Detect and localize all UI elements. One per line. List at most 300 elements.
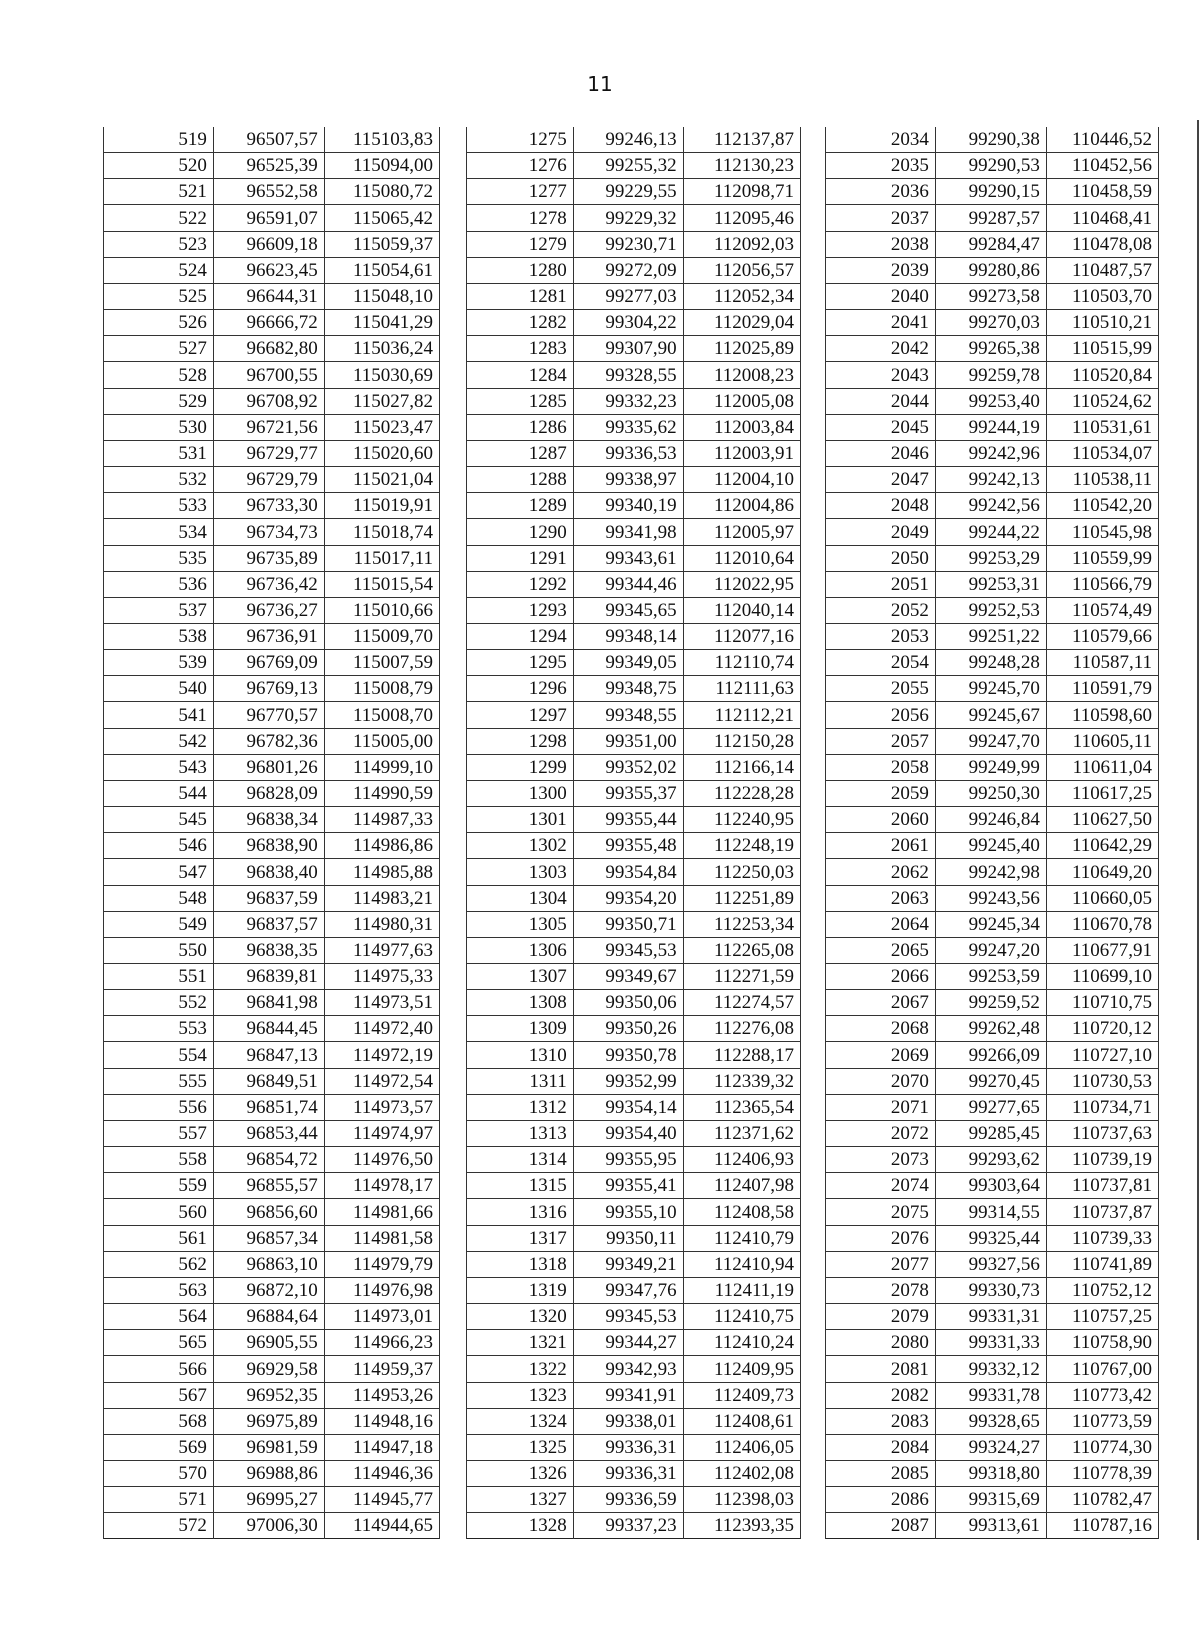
y-coordinate-cell: 110720,12 [1046,1016,1158,1042]
x-coordinate-cell: 99284,47 [935,231,1046,257]
x-coordinate-cell: 99331,31 [935,1304,1046,1330]
table-row [104,1251,440,1277]
y-coordinate-cell: 115103,83 [324,127,439,153]
point-number-cell: 2071 [826,1094,936,1120]
table-row [826,1356,1159,1382]
x-coordinate-cell: 99290,15 [935,179,1046,205]
y-coordinate-cell: 112228,28 [683,780,800,806]
table-row [104,231,440,257]
point-number-cell: 2073 [826,1147,936,1173]
x-coordinate-cell: 99290,38 [935,127,1046,153]
point-number-cell: 2050 [826,545,936,571]
table-row [104,859,440,885]
point-number-cell: 1298 [467,728,574,754]
x-coordinate-cell: 99340,19 [573,493,683,519]
point-number-cell: 561 [104,1225,214,1251]
x-coordinate-cell: 99315,69 [935,1487,1046,1513]
table-row [826,859,1159,885]
x-coordinate-cell: 99272,09 [573,257,683,283]
y-coordinate-cell: 114973,01 [324,1304,439,1330]
y-coordinate-cell: 110515,99 [1046,336,1158,362]
point-number-cell: 2057 [826,728,936,754]
point-number-cell: 566 [104,1356,214,1382]
point-number-cell: 2060 [826,807,936,833]
point-number-cell: 562 [104,1251,214,1277]
table-row [826,205,1159,231]
y-coordinate-cell: 114983,21 [324,885,439,911]
x-coordinate-cell: 96736,42 [213,571,324,597]
y-coordinate-cell: 112408,58 [683,1199,800,1225]
point-number-cell: 2075 [826,1199,936,1225]
point-number-cell: 549 [104,911,214,937]
y-coordinate-cell: 112398,03 [683,1487,800,1513]
table-row [826,1199,1159,1225]
y-coordinate-cell: 110727,10 [1046,1042,1158,1068]
x-coordinate-cell: 99318,80 [935,1460,1046,1486]
x-coordinate-cell: 99324,27 [935,1434,1046,1460]
point-number-cell: 1327 [467,1487,574,1513]
point-number-cell: 1282 [467,310,574,336]
x-coordinate-cell: 99277,65 [935,1094,1046,1120]
table-row [104,1304,440,1330]
table-row [104,833,440,859]
point-number-cell: 1290 [467,519,574,545]
y-coordinate-cell: 114953,26 [324,1382,439,1408]
table-row [467,1251,801,1277]
table-row [104,257,440,283]
table-row [104,780,440,806]
table-row [467,650,801,676]
point-number-cell: 2037 [826,205,936,231]
y-coordinate-cell: 110752,12 [1046,1277,1158,1303]
table-row [467,1120,801,1146]
y-coordinate-cell: 115015,54 [324,571,439,597]
table-row [467,362,801,388]
y-coordinate-cell: 112410,79 [683,1225,800,1251]
x-coordinate-cell: 96682,80 [213,336,324,362]
table-row [467,911,801,937]
y-coordinate-cell: 112008,23 [683,362,800,388]
table-row [467,1460,801,1486]
point-number-cell: 2042 [826,336,936,362]
table-row [467,231,801,257]
x-coordinate-cell: 96838,34 [213,807,324,833]
x-coordinate-cell: 99331,33 [935,1330,1046,1356]
table-row [826,990,1159,1016]
point-number-cell: 1286 [467,414,574,440]
point-number-cell: 534 [104,519,214,545]
x-coordinate-cell: 99270,03 [935,310,1046,336]
y-coordinate-cell: 110730,53 [1046,1068,1158,1094]
y-coordinate-cell: 110559,99 [1046,545,1158,571]
x-coordinate-cell: 96884,64 [213,1304,324,1330]
y-coordinate-cell: 110773,59 [1046,1408,1158,1434]
table-row [826,1513,1159,1539]
table-row [826,257,1159,283]
y-coordinate-cell: 112029,04 [683,310,800,336]
y-coordinate-cell: 112130,23 [683,153,800,179]
point-number-cell: 542 [104,728,214,754]
y-coordinate-cell: 110627,50 [1046,807,1158,833]
table-row [826,545,1159,571]
table-row [104,702,440,728]
x-coordinate-cell: 99344,46 [573,571,683,597]
table-row [467,153,801,179]
table-row [826,1382,1159,1408]
table-row [104,179,440,205]
point-number-cell: 535 [104,545,214,571]
y-coordinate-cell: 114944,65 [324,1513,439,1539]
y-coordinate-cell: 115021,04 [324,467,439,493]
point-number-cell: 521 [104,179,214,205]
point-number-cell: 538 [104,623,214,649]
x-coordinate-cell: 96851,74 [213,1094,324,1120]
point-number-cell: 2069 [826,1042,936,1068]
table-row [104,990,440,1016]
table-row [826,1120,1159,1146]
point-number-cell: 1285 [467,388,574,414]
table-row [467,283,801,309]
y-coordinate-cell: 110617,25 [1046,780,1158,806]
x-coordinate-cell: 96844,45 [213,1016,324,1042]
y-coordinate-cell: 112022,95 [683,571,800,597]
table-row [104,1408,440,1434]
x-coordinate-cell: 99314,55 [935,1199,1046,1225]
point-number-cell: 1321 [467,1330,574,1356]
x-coordinate-cell: 96729,77 [213,440,324,466]
y-coordinate-cell: 112288,17 [683,1042,800,1068]
point-number-cell: 531 [104,440,214,466]
point-number-cell: 569 [104,1434,214,1460]
x-coordinate-cell: 96828,09 [213,780,324,806]
point-number-cell: 528 [104,362,214,388]
table-row [826,519,1159,545]
table-row [467,728,801,754]
point-number-cell: 526 [104,310,214,336]
x-coordinate-cell: 99248,28 [935,650,1046,676]
x-coordinate-cell: 99277,03 [573,283,683,309]
table-row [467,990,801,1016]
point-number-cell: 2082 [826,1382,936,1408]
x-coordinate-cell: 99338,97 [573,467,683,493]
y-coordinate-cell: 112410,75 [683,1304,800,1330]
x-coordinate-cell: 99341,91 [573,1382,683,1408]
point-number-cell: 1280 [467,257,574,283]
table-row [467,1408,801,1434]
table-row [104,1277,440,1303]
point-number-cell: 532 [104,467,214,493]
y-coordinate-cell: 112004,10 [683,467,800,493]
x-coordinate-cell: 96801,26 [213,754,324,780]
y-coordinate-cell: 115030,69 [324,362,439,388]
point-number-cell: 1302 [467,833,574,859]
y-coordinate-cell: 110773,42 [1046,1382,1158,1408]
point-number-cell: 559 [104,1173,214,1199]
point-number-cell: 2036 [826,179,936,205]
x-coordinate-cell: 99266,09 [935,1042,1046,1068]
table-row [826,1042,1159,1068]
y-coordinate-cell: 115059,37 [324,231,439,257]
table-row [104,1225,440,1251]
x-coordinate-cell: 96929,58 [213,1356,324,1382]
x-coordinate-cell: 99325,44 [935,1225,1046,1251]
table-row [104,1173,440,1199]
x-coordinate-cell: 96507,57 [213,127,324,153]
point-number-cell: 1322 [467,1356,574,1382]
table-row [826,414,1159,440]
table-row [104,1199,440,1225]
y-coordinate-cell: 114976,50 [324,1147,439,1173]
table-row [826,127,1159,153]
y-coordinate-cell: 114978,17 [324,1173,439,1199]
x-coordinate-cell: 96838,35 [213,937,324,963]
point-number-cell: 1287 [467,440,574,466]
x-coordinate-cell: 99270,45 [935,1068,1046,1094]
y-coordinate-cell: 112150,28 [683,728,800,754]
x-coordinate-cell: 96666,72 [213,310,324,336]
y-coordinate-cell: 115007,59 [324,650,439,676]
table-row [826,650,1159,676]
x-coordinate-cell: 99350,06 [573,990,683,1016]
y-coordinate-cell: 112408,61 [683,1408,800,1434]
point-number-cell: 1311 [467,1068,574,1094]
y-coordinate-cell: 112111,63 [683,676,800,702]
x-coordinate-cell: 96609,18 [213,231,324,257]
table-row [467,1147,801,1173]
table-row [104,1487,440,1513]
y-coordinate-cell: 110649,20 [1046,859,1158,885]
y-coordinate-cell: 115048,10 [324,283,439,309]
page-edge-line [1197,120,1199,1540]
y-coordinate-cell: 112274,57 [683,990,800,1016]
y-coordinate-cell: 110642,29 [1046,833,1158,859]
point-number-cell: 2048 [826,493,936,519]
table-row [104,650,440,676]
x-coordinate-cell: 96872,10 [213,1277,324,1303]
table-row [467,1068,801,1094]
point-number-cell: 2080 [826,1330,936,1356]
table-row [467,1304,801,1330]
y-coordinate-cell: 110587,11 [1046,650,1158,676]
table-row [104,467,440,493]
point-number-cell: 568 [104,1408,214,1434]
y-coordinate-cell: 112003,91 [683,440,800,466]
table-row [467,885,801,911]
table-row [104,519,440,545]
table-row [104,127,440,153]
y-coordinate-cell: 115094,00 [324,153,439,179]
y-coordinate-cell: 110611,04 [1046,754,1158,780]
table-row [104,623,440,649]
point-number-cell: 2083 [826,1408,936,1434]
point-number-cell: 570 [104,1460,214,1486]
x-coordinate-cell: 96736,27 [213,597,324,623]
y-coordinate-cell: 112056,57 [683,257,800,283]
y-coordinate-cell: 112077,16 [683,623,800,649]
x-coordinate-cell: 99354,20 [573,885,683,911]
point-number-cell: 2078 [826,1277,936,1303]
x-coordinate-cell: 99349,21 [573,1251,683,1277]
table-row [104,205,440,231]
table-row [104,1513,440,1539]
point-number-cell: 1312 [467,1094,574,1120]
point-number-cell: 1276 [467,153,574,179]
point-number-cell: 1326 [467,1460,574,1486]
y-coordinate-cell: 115036,24 [324,336,439,362]
x-coordinate-cell: 99245,40 [935,833,1046,859]
y-coordinate-cell: 110468,41 [1046,205,1158,231]
point-number-cell: 1301 [467,807,574,833]
table-row [467,493,801,519]
y-coordinate-cell: 114966,23 [324,1330,439,1356]
point-number-cell: 1297 [467,702,574,728]
table-row [467,571,801,597]
y-coordinate-cell: 114985,88 [324,859,439,885]
x-coordinate-cell: 96854,72 [213,1147,324,1173]
point-number-cell: 544 [104,780,214,806]
point-number-cell: 539 [104,650,214,676]
y-coordinate-cell: 112005,08 [683,388,800,414]
table-row [467,1487,801,1513]
y-coordinate-cell: 112251,89 [683,885,800,911]
table-row [826,676,1159,702]
x-coordinate-cell: 96952,35 [213,1382,324,1408]
y-coordinate-cell: 115041,29 [324,310,439,336]
point-number-cell: 2047 [826,467,936,493]
y-coordinate-cell: 112253,34 [683,911,800,937]
point-number-cell: 1294 [467,623,574,649]
y-coordinate-cell: 114986,86 [324,833,439,859]
table-row [826,571,1159,597]
point-number-cell: 548 [104,885,214,911]
point-number-cell: 2063 [826,885,936,911]
point-number-cell: 2058 [826,754,936,780]
point-number-cell: 1320 [467,1304,574,1330]
x-coordinate-cell: 96853,44 [213,1120,324,1146]
point-number-cell: 2076 [826,1225,936,1251]
y-coordinate-cell: 110774,30 [1046,1434,1158,1460]
y-coordinate-cell: 115008,79 [324,676,439,702]
x-coordinate-cell: 99343,61 [573,545,683,571]
y-coordinate-cell: 112025,89 [683,336,800,362]
point-number-cell: 523 [104,231,214,257]
x-coordinate-cell: 97006,30 [213,1513,324,1539]
x-coordinate-cell: 99304,22 [573,310,683,336]
point-number-cell: 2043 [826,362,936,388]
y-coordinate-cell: 110503,70 [1046,283,1158,309]
coordinates-table-3 [825,127,1159,1539]
table-row [826,964,1159,990]
y-coordinate-cell: 112095,46 [683,205,800,231]
point-number-cell: 1328 [467,1513,574,1539]
point-number-cell: 554 [104,1042,214,1068]
y-coordinate-cell: 112402,08 [683,1460,800,1486]
point-number-cell: 533 [104,493,214,519]
x-coordinate-cell: 99349,05 [573,650,683,676]
y-coordinate-cell: 112040,14 [683,597,800,623]
y-coordinate-cell: 114972,54 [324,1068,439,1094]
x-coordinate-cell: 99245,67 [935,702,1046,728]
x-coordinate-cell: 96769,13 [213,676,324,702]
y-coordinate-cell: 114947,18 [324,1434,439,1460]
x-coordinate-cell: 99355,44 [573,807,683,833]
table-row [467,414,801,440]
point-number-cell: 571 [104,1487,214,1513]
x-coordinate-cell: 99313,61 [935,1513,1046,1539]
y-coordinate-cell: 110531,61 [1046,414,1158,440]
point-number-cell: 556 [104,1094,214,1120]
table-row [826,702,1159,728]
point-number-cell: 547 [104,859,214,885]
x-coordinate-cell: 99265,38 [935,336,1046,362]
x-coordinate-cell: 99246,13 [573,127,683,153]
y-coordinate-cell: 112098,71 [683,179,800,205]
point-number-cell: 2065 [826,937,936,963]
y-coordinate-cell: 114981,58 [324,1225,439,1251]
x-coordinate-cell: 99243,56 [935,885,1046,911]
table-row [826,754,1159,780]
point-number-cell: 1304 [467,885,574,911]
table-row [467,205,801,231]
y-coordinate-cell: 114948,16 [324,1408,439,1434]
x-coordinate-cell: 96849,51 [213,1068,324,1094]
table-row [467,623,801,649]
table-row [467,519,801,545]
point-number-cell: 520 [104,153,214,179]
y-coordinate-cell: 112406,05 [683,1434,800,1460]
table-row [467,597,801,623]
table-row [104,153,440,179]
x-coordinate-cell: 99285,45 [935,1120,1046,1146]
table-row [826,1330,1159,1356]
y-coordinate-cell: 110487,57 [1046,257,1158,283]
x-coordinate-cell: 99244,22 [935,519,1046,545]
table-row [826,1251,1159,1277]
x-coordinate-cell: 99328,55 [573,362,683,388]
y-coordinate-cell: 110758,90 [1046,1330,1158,1356]
point-number-cell: 2084 [826,1434,936,1460]
x-coordinate-cell: 96837,59 [213,885,324,911]
point-number-cell: 541 [104,702,214,728]
y-coordinate-cell: 110579,66 [1046,623,1158,649]
point-number-cell: 555 [104,1068,214,1094]
x-coordinate-cell: 99336,31 [573,1434,683,1460]
y-coordinate-cell: 110741,89 [1046,1251,1158,1277]
x-coordinate-cell: 99342,93 [573,1356,683,1382]
y-coordinate-cell: 114979,79 [324,1251,439,1277]
y-coordinate-cell: 114987,33 [324,807,439,833]
x-coordinate-cell: 96981,59 [213,1434,324,1460]
table-row [826,1487,1159,1513]
point-number-cell: 2070 [826,1068,936,1094]
y-coordinate-cell: 112271,59 [683,964,800,990]
table-row [104,937,440,963]
x-coordinate-cell: 99245,34 [935,911,1046,937]
table-row [467,310,801,336]
x-coordinate-cell: 99245,70 [935,676,1046,702]
point-number-cell: 572 [104,1513,214,1539]
y-coordinate-cell: 115080,72 [324,179,439,205]
table-row [467,440,801,466]
x-coordinate-cell: 96863,10 [213,1251,324,1277]
x-coordinate-cell: 99355,48 [573,833,683,859]
x-coordinate-cell: 96838,40 [213,859,324,885]
point-number-cell: 525 [104,283,214,309]
y-coordinate-cell: 110739,33 [1046,1225,1158,1251]
y-coordinate-cell: 110737,87 [1046,1199,1158,1225]
y-coordinate-cell: 110739,19 [1046,1147,1158,1173]
table-row [467,702,801,728]
